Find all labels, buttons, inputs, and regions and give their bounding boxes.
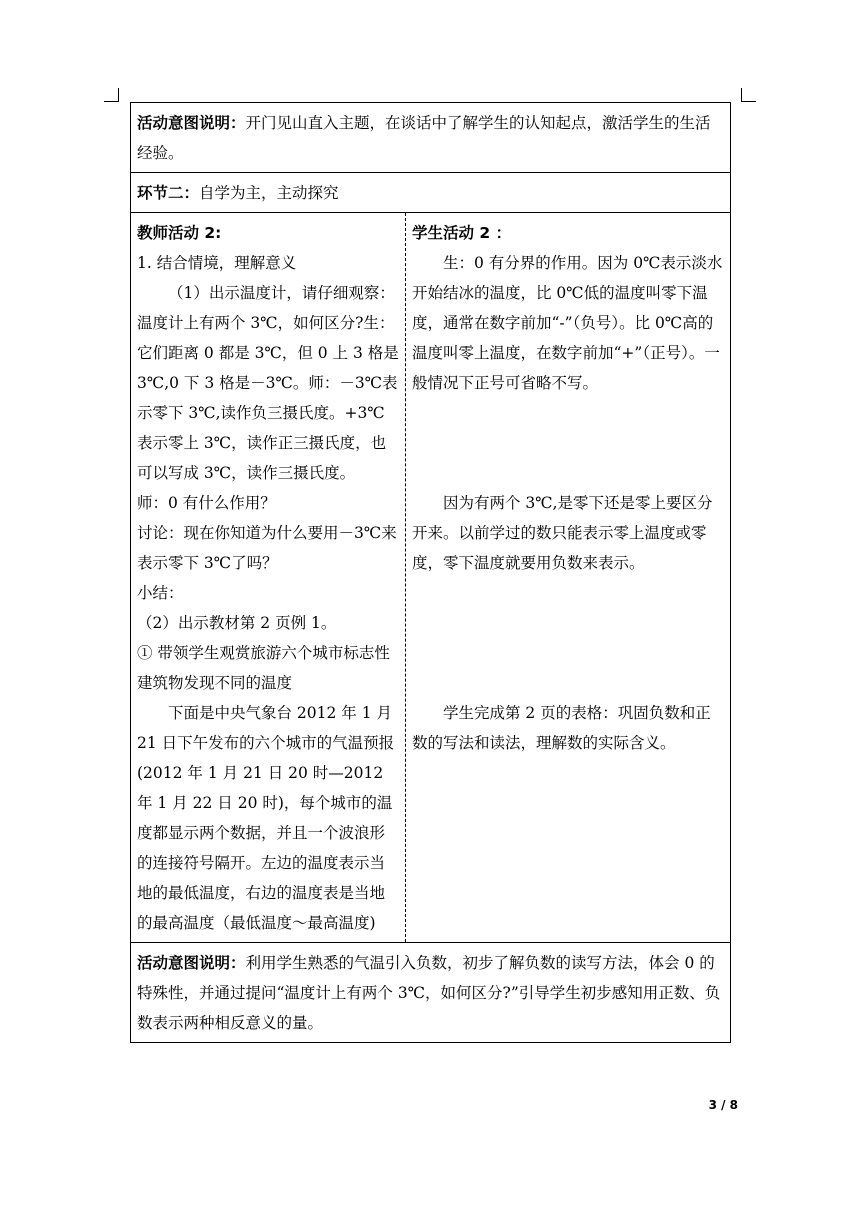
intent-cell-top (131, 103, 731, 173)
intent-row-bottom (131, 943, 731, 1043)
spacer (412, 578, 724, 698)
intent-row-top (131, 103, 731, 173)
teacher-line: 下面是中央气象台 2012 年 1 月 21 日下午发布的六个城市的气温预报(2012 年 1 月 21 日 20 时—2012 年 1 月 22 日 20 时)，每个城市的温度都显示两个数据，并且一个波浪形的连接符号隔开。左边的温度表示当地的最低温度，右边的温度表是当地的最高温度（最低温度～最高温度) (137, 704, 395, 932)
activity-row (131, 213, 731, 943)
lesson-table (130, 102, 731, 1043)
intent-text: 利用学生熟悉的气温引入负数，初步了解负数的读写方法，体会 0 的特殊性，并通过提问“温度计上有两个 3℃，如何区分?”引导学生初步感知用正数、负数表示两种相反意义的量。 (137, 954, 721, 1032)
crop-mark (742, 101, 756, 102)
intent-label: 活动意图说明： (137, 954, 246, 972)
teacher-line: 小结： (137, 584, 184, 602)
teacher-line: 1. 结合情境，理解意义 (137, 254, 297, 272)
page-number: 3 / 8 (708, 1098, 738, 1112)
crop-mark (104, 101, 118, 102)
student-paragraph: 学生完成第 2 页的表格：巩固负数和正数的写法和读法，理解数的实际含义。 (412, 704, 711, 752)
intent-cell-bottom (131, 943, 731, 1043)
student-paragraph: 因为有两个 3℃,是零下还是零上要区分开来。以前学过的数只能表示零上温度或零度，零下温度就要用负数来表示。 (412, 494, 713, 572)
section-text: 自学为主，主动探究 (199, 184, 339, 202)
student-paragraph: 生：0 有分界的作用。因为 0℃表示淡水开始结冰的温度，比 0℃低的温度叫零下温度，通常在数字前加“-”（负号）。比 0℃高的温度叫零上温度，在数字前加“+”（正号）。一般情况下正号可省略不写。 (412, 254, 723, 392)
teacher-line: （2）出示教材第 2 页例 1。 (137, 614, 337, 632)
intent-label: 活动意图说明： (137, 114, 246, 132)
section-cell (131, 173, 731, 213)
teacher-heading: 教师活动 2: (137, 224, 222, 242)
crop-mark (118, 88, 119, 102)
teacher-activity-cell (131, 213, 406, 943)
student-heading: 学生活动 2 ： (412, 224, 512, 242)
teacher-line: 师：0 有什么作用？ (137, 494, 276, 512)
teacher-line: （1）出示温度计，请仔细观察：温度计上有两个 3℃，如何区分?生：它们距离 0 都是 3℃，但 0 上 3 格是 3℃,0 下 3 格是－3℃。师：－3℃表示零下 3℃,读作负三摄氏度。+3℃表示零上 3℃，读作正三摄氏度，也可以写成 3℃，读作三摄氏度。 (137, 284, 399, 482)
intent-text: 开门见山直入主题，在谈话中了解学生的认知起点，激活学生的生活经验。 (137, 114, 711, 162)
section-row (131, 173, 731, 213)
crop-mark (741, 88, 742, 102)
student-activity-cell (406, 213, 731, 943)
teacher-line: ① 带领学生观赏旅游六个城市标志性建筑物发现不同的温度 (137, 644, 390, 692)
spacer (412, 398, 724, 488)
teacher-line: 讨论：现在你知道为什么要用－3℃来表示零下 3℃了吗？ (137, 524, 397, 572)
section-label: 环节二： (137, 184, 200, 202)
